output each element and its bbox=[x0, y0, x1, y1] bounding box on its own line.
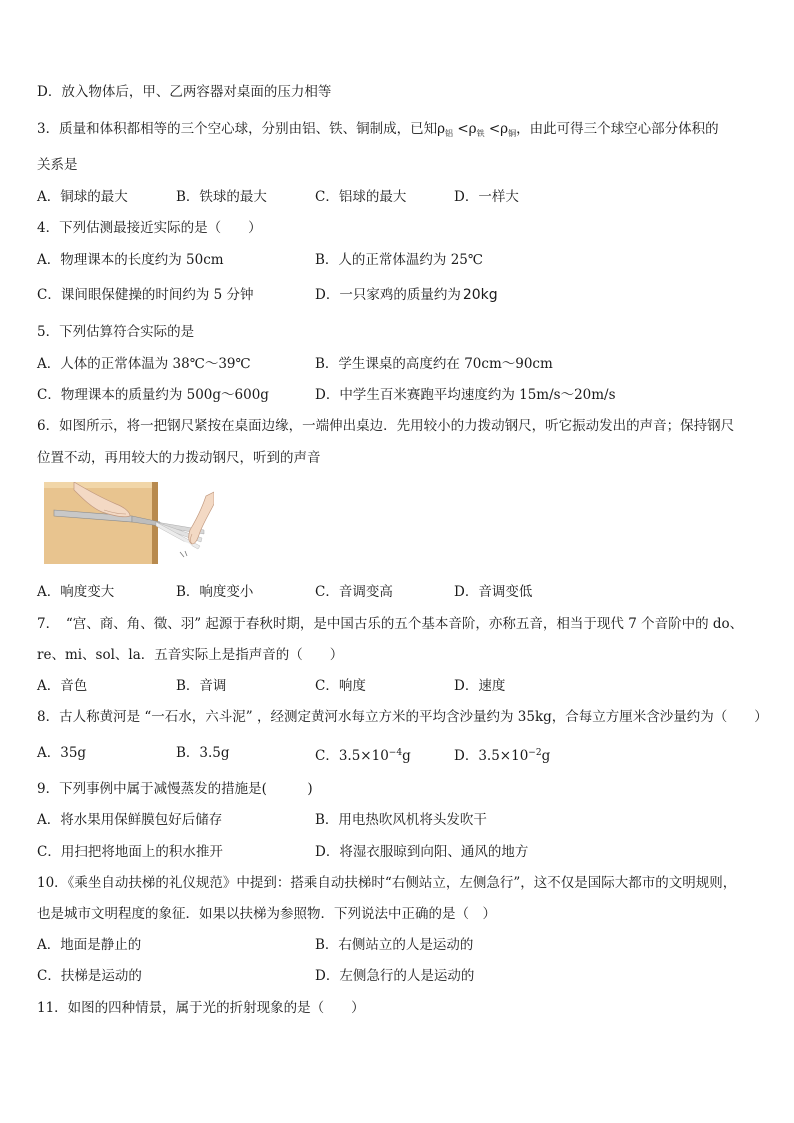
q4-stem: 4．下列估测最接近实际的是（ ） bbox=[37, 220, 262, 236]
q4-option-a[interactable]: A．物理课本的长度约为 50cm bbox=[37, 252, 224, 268]
q3-option-c[interactable]: C．铝球的最大 bbox=[315, 189, 407, 205]
q3-stem-line1: 3．质量和体积都相等的三个空心球，分别由铝、铁、铜制成，已知$\rho_铝 <\rho_铁 <\rho_铜$，由此可得三个球空心部分体积的 bbox=[37, 121, 719, 138]
q6-stem-line1: 6．如图所示，将一把钢尺紧按在桌面边缘，一端伸出桌边．先用较小的力拨动钢尺，听它振动发出的声音；保持钢尺 bbox=[37, 418, 735, 434]
q2-option-d: D．放入物体后，甲、乙两容器对桌面的压力相等 bbox=[37, 84, 332, 100]
q7-stem-line2: re、mi、sol、la．五音实际上是指声音的（ ） bbox=[37, 647, 344, 663]
q6-option-b[interactable]: B．响度变小 bbox=[176, 584, 254, 600]
q9-stem: 9．下列事例中属于减慢蒸发的措施是( ) bbox=[37, 781, 313, 797]
q3-option-a[interactable]: A．铜球的最大 bbox=[37, 189, 128, 205]
q7-option-c[interactable]: C．响度 bbox=[315, 678, 366, 694]
q5-stem: 5．下列估算符合实际的是 bbox=[37, 324, 195, 340]
q8-stem: 8．古人称黄河是 “一石水，六斗泥” ，经测定黄河水每立方米的平均含沙量约为 35kg，合每立方厘米含沙量约为（ ） bbox=[37, 709, 768, 725]
q6-stem-line2: 位置不动，再用较大的力拨动钢尺，听到的声音 bbox=[37, 450, 321, 466]
q10-option-c[interactable]: C．扶梯是运动的 bbox=[37, 968, 142, 984]
q8-option-c[interactable]: C．$3.5\times 10^{-4}g$ bbox=[315, 748, 411, 764]
q10-option-d[interactable]: D．左侧急行的人是运动的 bbox=[315, 968, 475, 984]
q11-stem: 11．如图的四种情景，属于光的折射现象的是（ ） bbox=[37, 1000, 365, 1016]
q9-option-a[interactable]: A．将水果用保鲜膜包好后储存 bbox=[37, 812, 223, 828]
q5-option-d[interactable]: D．中学生百米赛跑平均速度约为 15m/s～20m/s bbox=[315, 387, 616, 403]
q6-option-a[interactable]: A．响度变大 bbox=[37, 584, 115, 600]
q10-option-a[interactable]: A．地面是静止的 bbox=[37, 937, 142, 953]
q3-option-b[interactable]: B．铁球的最大 bbox=[176, 189, 267, 205]
q7-option-d[interactable]: D．速度 bbox=[454, 678, 506, 694]
q5-option-c[interactable]: C．物理课本的质量约为 500g～600g bbox=[37, 387, 269, 403]
q5-option-a[interactable]: A．人体的正常体温为 38℃～39℃ bbox=[37, 356, 251, 372]
q3-option-d[interactable]: D．一样大 bbox=[454, 189, 519, 205]
q9-option-b[interactable]: B．用电热吹风机将头发吹干 bbox=[315, 812, 487, 828]
q5-option-b[interactable]: B．学生课桌的高度约在 70cm～90cm bbox=[315, 356, 553, 372]
ruler-on-table-figure bbox=[44, 482, 214, 564]
q10-stem-line1: 10．《乘坐自动扶梯的礼仪规范》中提到：搭乘自动扶梯时“右侧站立，左侧急行”，这不仅是国际大都市的文明规则， bbox=[37, 875, 737, 891]
q6-option-d[interactable]: D．音调变低 bbox=[454, 584, 533, 600]
q10-stem-line2: 也是城市文明程度的象征．如果以扶梯为参照物．下列说法中正确的是（ ） bbox=[37, 906, 496, 922]
q7-stem-line1: 7． “宫、商、角、徵、羽” 起源于春秋时期，是中国古乐的五个基本音阶，亦称五音，相当于现代 7 个音阶中的 do、 bbox=[37, 616, 744, 632]
q6-option-c[interactable]: C．音调变高 bbox=[315, 584, 393, 600]
q4-option-b[interactable]: B．人的正常体温约为 25℃ bbox=[315, 252, 483, 268]
q3-stem-line2: 关系是 bbox=[37, 157, 78, 173]
q4-option-d[interactable]: D．一只家鸡的质量约为 20kg bbox=[315, 287, 498, 303]
q10-option-b[interactable]: B．右侧站立的人是运动的 bbox=[315, 937, 474, 953]
q8-option-a[interactable]: A．35g bbox=[37, 745, 87, 761]
q9-option-c[interactable]: C．用扫把将地面上的积水推开 bbox=[37, 844, 223, 860]
q8-option-d-exponent: −2 bbox=[528, 748, 542, 758]
q7-option-b[interactable]: B．音调 bbox=[176, 678, 227, 694]
q4-option-c[interactable]: C．课间眼保健操的时间约为 5 分钟 bbox=[37, 287, 254, 303]
q9-option-d[interactable]: D．将湿衣服晾到向阳、通风的地方 bbox=[315, 844, 529, 860]
q8-option-b[interactable]: B．3.5g bbox=[176, 745, 230, 761]
q8-option-c-exponent: −4 bbox=[388, 748, 403, 758]
q4-option-d-value: 20kg bbox=[462, 287, 498, 303]
q8-option-d[interactable]: D．$3.5\times 10^{-2}g$ bbox=[454, 748, 551, 764]
q7-option-a[interactable]: A．音色 bbox=[37, 678, 88, 694]
